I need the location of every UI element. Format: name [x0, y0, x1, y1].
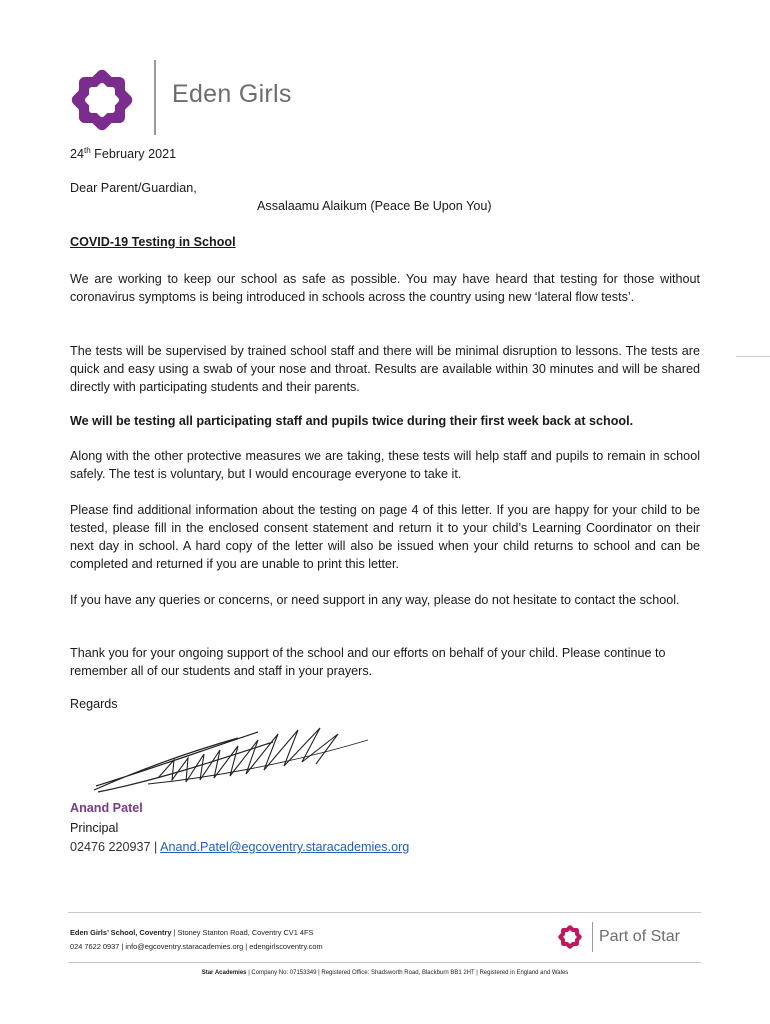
part-of-star-label: Part of Star: [599, 928, 680, 945]
footer-bottom-rule: [68, 962, 701, 963]
logo-divider: [154, 60, 156, 135]
signer-email-link[interactable]: Anand.Patel@egcoventry.staracademies.org: [160, 840, 410, 854]
letter-date: 24th February 2021: [70, 146, 177, 162]
salutation: Dear Parent/Guardian,: [70, 181, 197, 195]
star-academies-logo-icon: [556, 923, 584, 951]
signer-role: Principal: [70, 821, 119, 835]
footer-address: Eden Girls’ School, Coventry | Stoney Stanton Road, Coventry CV1 4FS: [70, 928, 314, 937]
school-name-logo: Eden Girls: [172, 80, 292, 108]
footer-legal: Star Academies | Company No: 07153349 | Registered Office: Shadsworth Road, Blackburn BB1 2HT | Registered in England and Wales: [201, 970, 569, 976]
paragraph-testing-intro: We are working to keep our school as safe as possible. You may have heard that testing for those without coronavirus symptoms is being introduced in schools across the country using new ‘lateral flow tests’.: [70, 272, 700, 304]
footer-logo-divider: [592, 922, 593, 952]
greeting: Assalaamu Alaikum (Peace Be Upon You): [257, 199, 492, 213]
signer-name: Anand Patel: [70, 801, 143, 815]
letter-subject: COVID-19 Testing in School: [70, 235, 236, 249]
paragraph-testing-schedule: We will be testing all participating staff and pupils twice during their first week back at school.: [70, 414, 634, 428]
signer-phone: 02476 220937: [70, 840, 151, 854]
paragraph-thanks: Thank you for your ongoing support of the school and our efforts on behalf of your child. Please continue to remember all of our students and staff in your prayers.: [70, 646, 666, 678]
paragraph-supervision: The tests will be supervised by trained school staff and there will be minimal disruption to lessons. The tests are quick and easy using a swab of your nose and throat. Results are available within 30 minutes and will be shared directly with participating students and their parents.: [70, 344, 700, 394]
footer-contact-line: 024 7622 0937 | info@egcoventry.staracademies.org | edengirlscoventry.com: [70, 942, 323, 951]
paragraph-protective-measures: Along with the other protective measures we are taking, these tests will help staff and pupils to remain in school safely. The test is voluntary, but I would encourage everyone to take it.: [70, 449, 700, 481]
footer-top-rule: [68, 912, 701, 913]
paragraph-consent: Please find additional information about the testing on page 4 of this letter. If you are happy for your child to be tested, please fill in the enclosed consent statement and return it to your child’s Learning Coordinator on their next day in school. A hard copy of the letter will also be issued when your child returns to school and can be completed and returned if you are unable to print this letter.: [70, 503, 700, 571]
signer-contact: 02476 220937 | Anand.Patel@egcoventry.staracademies.org: [70, 840, 410, 854]
signature-image: [88, 720, 388, 798]
regards: Regards: [70, 697, 118, 711]
eden-girls-logo-icon: [66, 64, 138, 136]
paragraph-queries: If you have any queries or concerns, or need support in any way, please do not hesitate to contact the school.: [70, 593, 680, 607]
page-edge-mark: [736, 356, 770, 357]
